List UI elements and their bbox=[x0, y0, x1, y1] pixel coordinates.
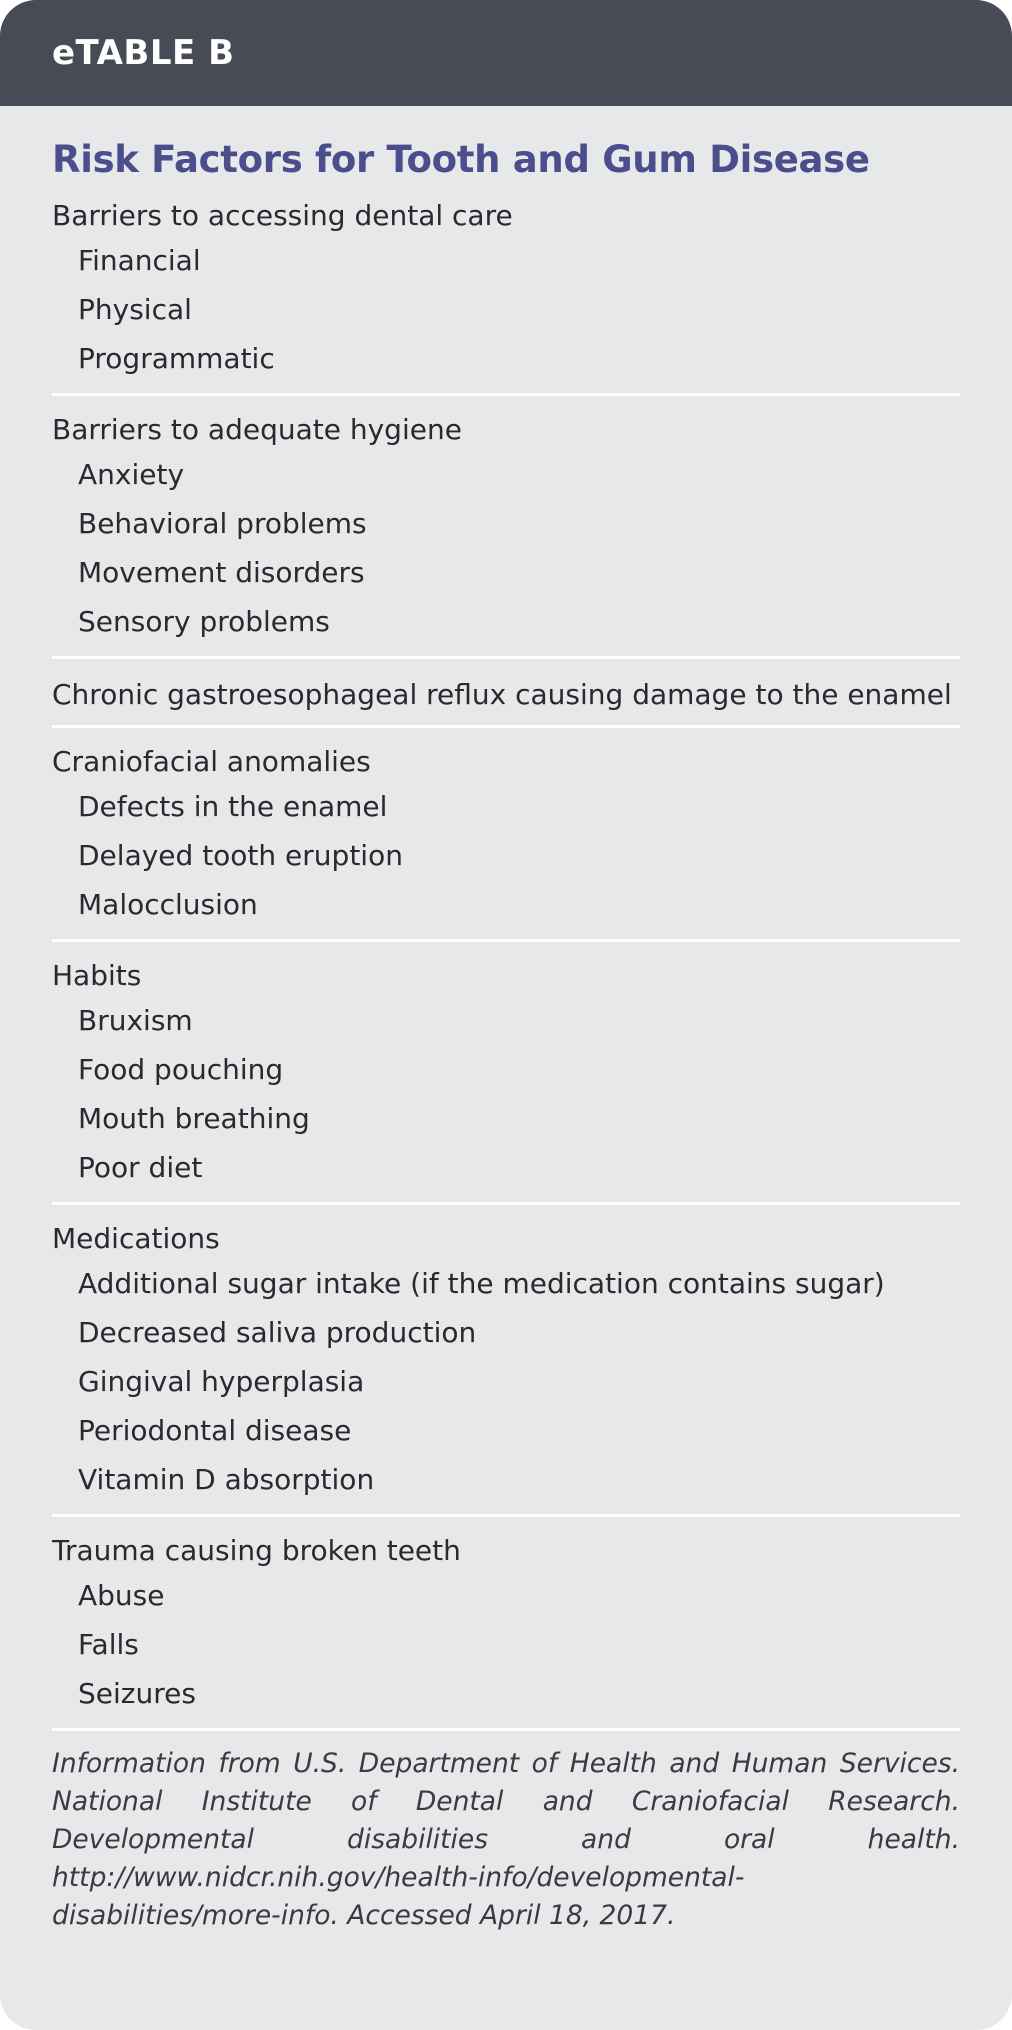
list-item: Food pouching bbox=[78, 1053, 284, 1086]
risk-factor-section bbox=[52, 196, 960, 396]
list-item: Additional sugar intake (if the medication contains sugar) bbox=[78, 1267, 885, 1300]
source-footnote: Information from U.S. Department of Health and Human Services. National Institute of Dental and Craniofacial Research. Developmental disabilities and oral health. http://www.nidcr.nih.gov/health-info/developmental-disabilities/more-info. Accessed April 18, 2017. bbox=[52, 1748, 960, 1931]
risk-factor-section bbox=[52, 1531, 960, 1731]
list-item: Decreased saliva production bbox=[78, 1316, 477, 1349]
list-item: Movement disorders bbox=[78, 556, 365, 589]
table-label: eTABLE B bbox=[52, 33, 235, 73]
list-item: Abuse bbox=[78, 1579, 165, 1612]
list-item: Poor diet bbox=[78, 1151, 203, 1184]
list-item: Seizures bbox=[78, 1677, 196, 1710]
list-item: Mouth breathing bbox=[78, 1102, 310, 1135]
list-item: Physical bbox=[78, 293, 192, 326]
list-item: Falls bbox=[78, 1628, 139, 1661]
list-item: Periodontal disease bbox=[78, 1414, 352, 1447]
list-item: Sensory problems bbox=[78, 605, 330, 638]
list-item: Anxiety bbox=[78, 458, 185, 491]
list-item: Defects in the enamel bbox=[78, 790, 388, 823]
list-item: Vitamin D absorption bbox=[78, 1463, 375, 1496]
list-item: Malocclusion bbox=[78, 888, 258, 921]
section-heading: Barriers to accessing dental care bbox=[52, 199, 513, 232]
risk-factor-section bbox=[52, 956, 960, 1205]
list-item: Bruxism bbox=[78, 1004, 193, 1037]
risk-factor-sections bbox=[52, 196, 960, 1731]
list-item: Programmatic bbox=[78, 342, 275, 375]
section-heading: Medications bbox=[52, 1222, 220, 1255]
risk-factor-section bbox=[52, 1219, 960, 1517]
list-item: Gingival hyperplasia bbox=[78, 1365, 365, 1398]
list-item: Delayed tooth eruption bbox=[78, 839, 403, 872]
section-heading: Habits bbox=[52, 959, 142, 992]
list-item: Behavioral problems bbox=[78, 507, 367, 540]
section-heading: Barriers to adequate hygiene bbox=[52, 413, 462, 446]
section-heading: Trauma causing broken teeth bbox=[52, 1534, 461, 1567]
section-heading: Craniofacial anomalies bbox=[52, 745, 371, 778]
table-title: Risk Factors for Tooth and Gum Disease bbox=[52, 138, 870, 181]
section-heading: Chronic gastroesophageal reflux causing damage to the enamel bbox=[52, 678, 952, 711]
risk-factor-section bbox=[52, 673, 960, 728]
list-item: Financial bbox=[78, 244, 201, 277]
table-header-bar bbox=[0, 0, 1012, 106]
risk-factor-section bbox=[52, 742, 960, 942]
risk-factor-section bbox=[52, 410, 960, 659]
table-content bbox=[0, 106, 1012, 1935]
